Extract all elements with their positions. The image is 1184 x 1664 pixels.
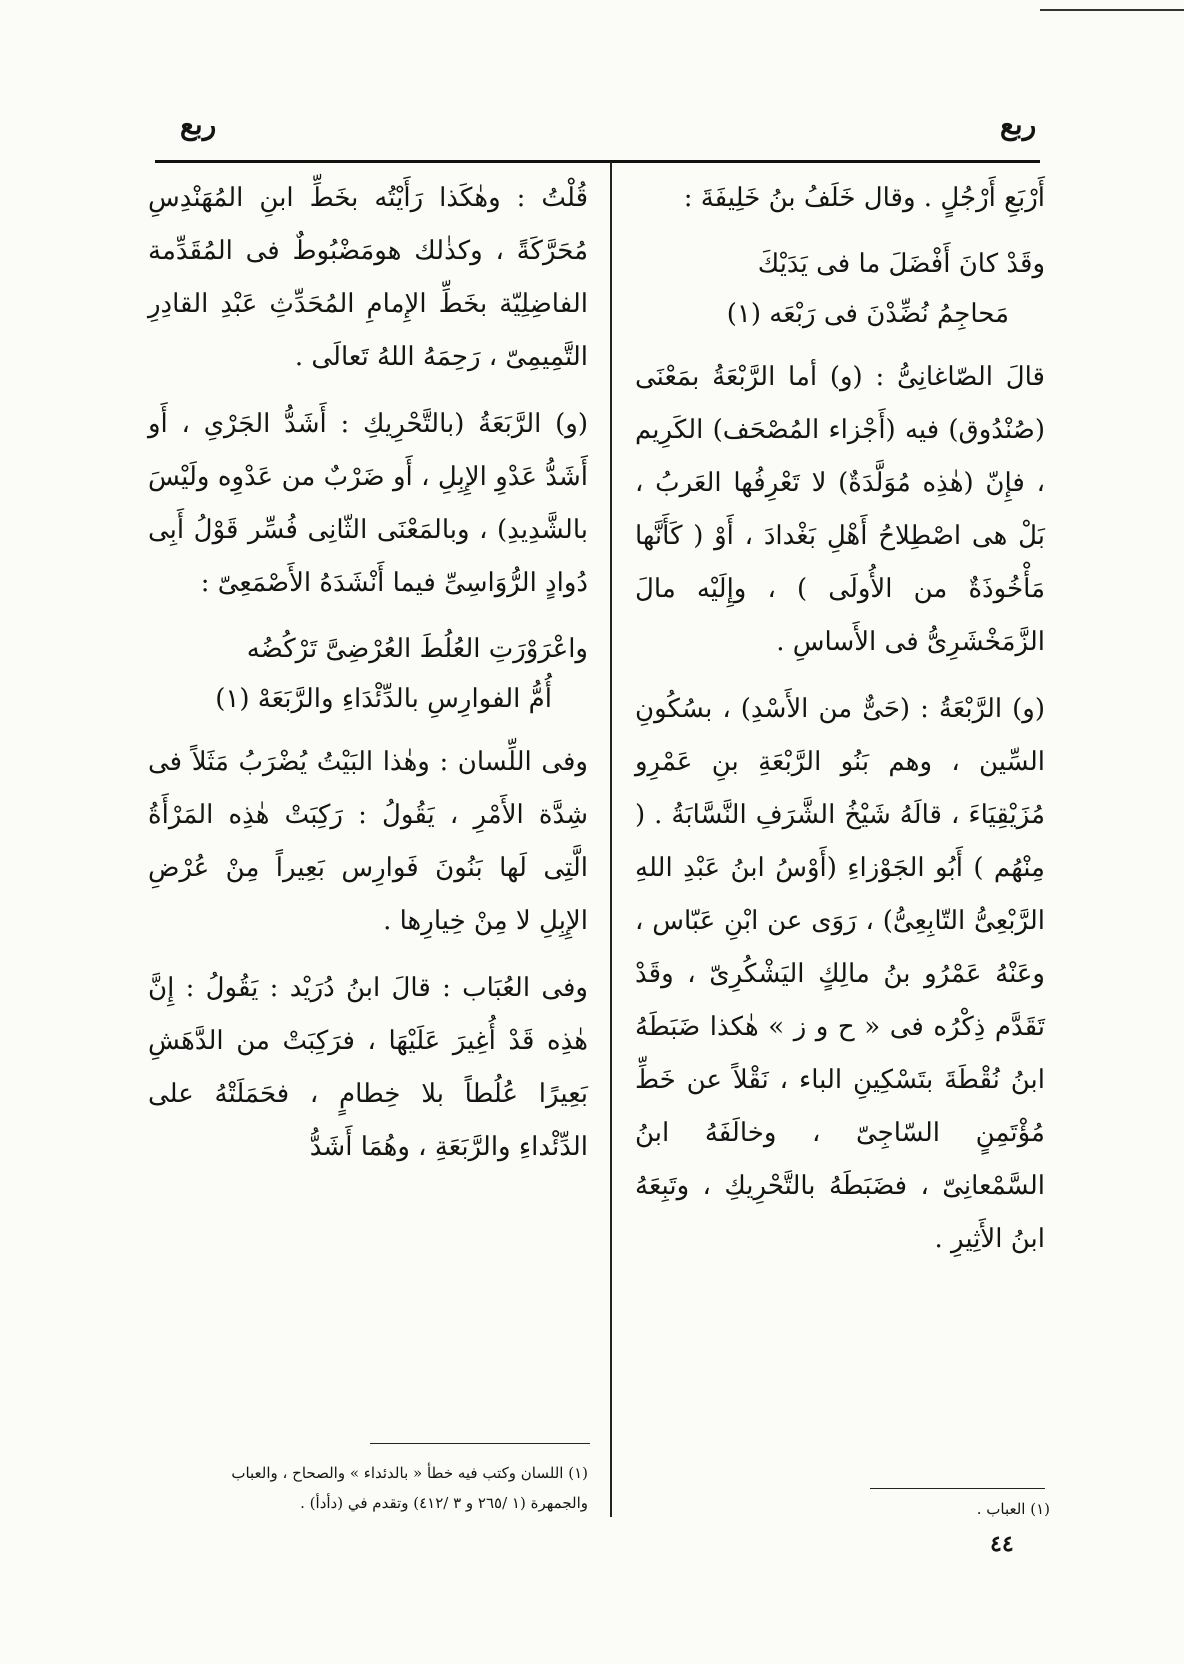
left-column xyxy=(148,172,588,1188)
header-rule xyxy=(155,160,1040,163)
header-word-left: ربع xyxy=(180,108,217,141)
paragraph: (و) الرَّبَعَةُ (بالتَّحْرِيكِ : أَشَدُّ الجَرْىِ ، أَو أَشَدُّ عَدْوِ الإِبِلِ ، أَو ضَرْبٌ من عَدْوِه ولَيْسَ بالشَّدِيدِ) ، وبالمَعْنَى الثّانِى فُسِّر قَوْلُ أَبِى دُوادٍ الرُّوَاسِىِّ فيما أَنْشَدَهُ الأَصْمَعِىّ : xyxy=(148,409,588,598)
corner-rule xyxy=(1040,9,1184,11)
right-column xyxy=(635,172,1045,1280)
footnote xyxy=(148,1458,588,1518)
paragraph: أَرْبَعِ أَرْجُلٍ . وقال خَلَفُ بنُ خَلِيفَةَ : xyxy=(683,183,1045,213)
verse xyxy=(148,624,588,724)
page-number: ٤٤ xyxy=(990,1531,1014,1557)
column-divider xyxy=(610,162,612,1517)
verse xyxy=(635,239,1045,339)
verse-line: واعْرَوْرَتِ العُلُطَ العُرْضِىَّ تَرْكُضُه xyxy=(246,634,588,664)
footnote-rule xyxy=(370,1443,590,1444)
paragraph: وفى اللِّسان : وهٰذا البَيْتُ يُضْرَبُ مَثَلاً فى شِدَّة الأَمْرِ ، يَقُولُ : رَكِبَتْ هٰذِه المَرْأَةُ الَّتِى لَها بَنُونَ فَوارِس بَعِيراً مِنْ عُرْضِ الإِبِلِ لا مِنْ خِيارِها . xyxy=(148,747,588,936)
verse-line: وقَدْ كانَ أَفْضَلَ ما فى يَدَيْكَ xyxy=(757,249,1045,279)
verse-line: مَحاجِمُ نُضِّدْنَ فى رَبْعَه (١) xyxy=(726,299,1009,329)
footnote-line: والجمهرة (١ /٢٦٥ و ٣ /٤١٢) وتقدم في (دأدأ) . xyxy=(300,1494,588,1512)
paragraph: (و) الرَّبْعَةُ : (حَىٌّ من الأَسْدِ) ، بسُكُونِ السِّين ، وهم بَنُو الرَّبْعَةِ بنِ عَمْرِو مُزَيْقِيَاءَ ، قالَهُ شَيْخُ الشَّرَفِ النَّسَّابَةُ . ( مِنْهُم ) أَبُو الجَوْزاءِ (أَوْسُ ابنُ عَبْدِ اللهِ الرَّبْعِىُّ التّابِعِىُّ) ، رَوَى عن ابْنِ عَبّاس ، وعَنْهُ عَمْرُو بنُ مالِكٍ اليَشْكُرِىّ ، وقَدْ تَقَدَّم ذِكْرُه فى « ح و ز » هٰكذا ضَبَطَهُ ابنُ نُقْطَةَ بتَسْكِينِ الباء ، نَقْلاً عن خَطِّ مُؤْتَمِنٍ السّاجِىّ ، وخالَفَهُ ابنُ السَّمْعانِىّ ، فضَبَطَهُ بالتَّحْرِيكِ ، وتَبِعَهُ ابنُ الأَثِيرِ . xyxy=(635,694,1045,1254)
footnote-line: (١) اللسان وكتب فيه خطأ « بالدئداء » والصحاح ، والعباب xyxy=(231,1464,588,1482)
paragraph: قُلْتُ : وهٰكَذا رَأَيْتُه بخَطِّ ابنِ المُهَنْدِسِ مُحَرَّكَةً ، وكذٰلك هومَضْبُوطٌ فى المُقَدِّمة الفاضِلِيّة بخَطِّ الإِمامِ المُحَدِّثِ عَبْدِ القادِرِ التَّمِيمِىّ ، رَحِمَهُ اللهُ تَعالَى . xyxy=(148,183,588,372)
verse-line: أُمُّ الفوارِسِ بالدِّئْدَاءِ والرَّبَعَهْ (١) xyxy=(215,684,552,714)
paragraph: وفى العُبَاب : قالَ ابنُ دُرَيْد : يَقُولُ : إِنَّ هٰذِه قَدْ أُغِيرَ عَلَيْهَا ، فرَكِبَتْ من الدَّهَشِ بَعِيرًا عُلُطاً بلا خِطامٍ ، فحَمَلَتْهُ على الدِّئْداءِ والرَّبَعَةِ ، وهُمَا أَشَدُّ xyxy=(148,973,588,1162)
footnote-rule xyxy=(870,1488,1045,1489)
footnote: (١) العباب . xyxy=(976,1500,1050,1518)
paragraph: قالَ الصّاغانِىُّ : (و) أما الرَّبْعَةُ بمَعْنَى (صُنْدُوق) فيه (أَجْزاء المُصْحَف) الكَرِيم ، فإِنّ (هٰذِه مُوَلَّدَةٌ) لا تَعْرِفُها العَربُ ، بَلْ هى اصْطِلاحُ أَهْلِ بَغْدادَ ، أَوْ ( كَأَنَّها مَأْخُوذَةٌ من الأُولَى ) ، وإِلَيْه مالَ الزَّمَخْشَرِىُّ فى الأَساسِ . xyxy=(635,362,1045,657)
header-word-right: ربع xyxy=(1000,108,1037,141)
